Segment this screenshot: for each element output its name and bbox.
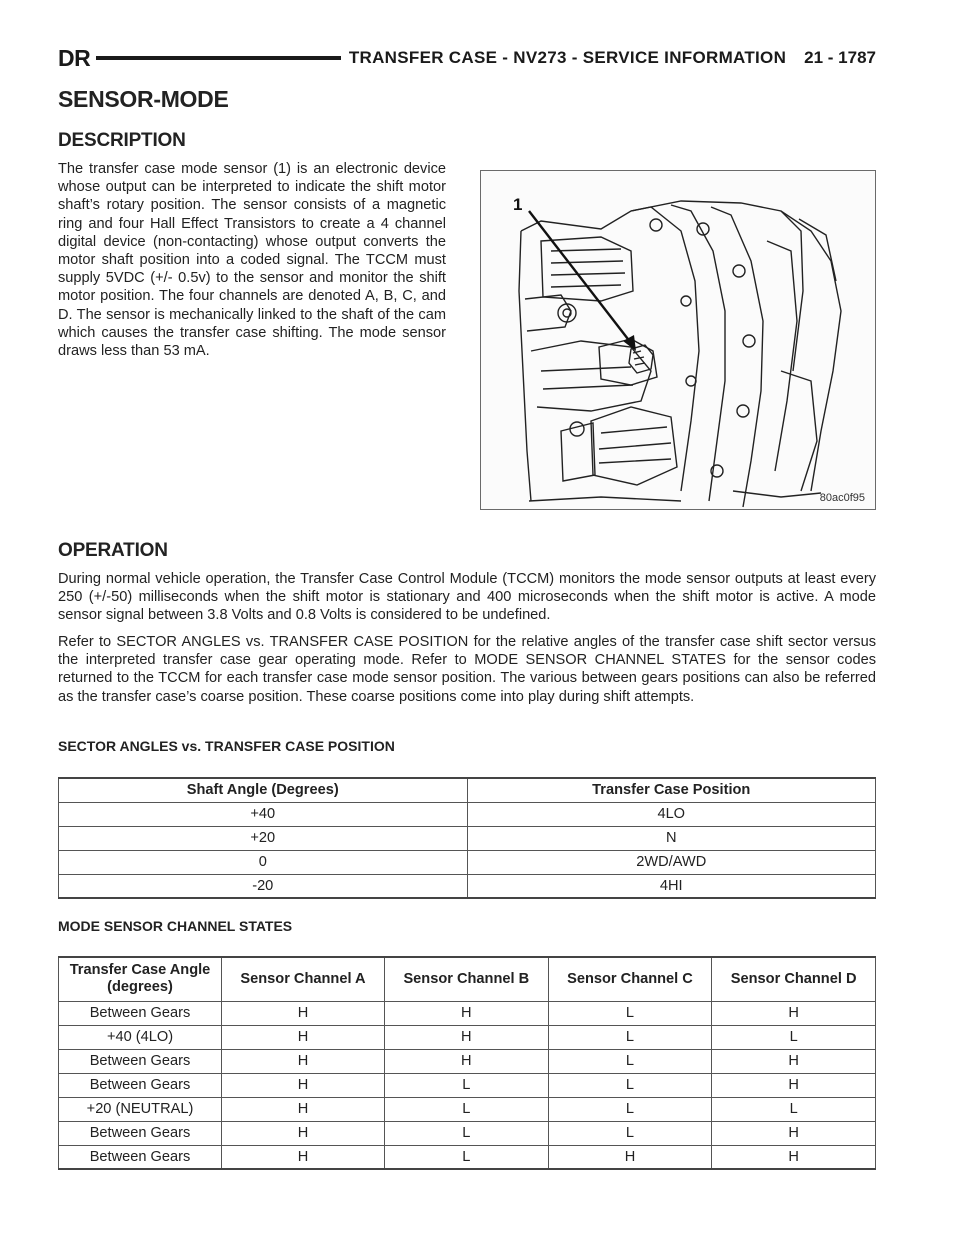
operation-paragraph-1: During normal vehicle operation, the Transfer Case Control Module (TCCM) monitors the mode sensor outputs at least every 250 (+/-50) milliseconds when the shift motor is stationary and 400 microseconds when the shift motor is active. A mode sensor signal between 3.8 Volts and 0.8 Volts is considered to be undefined. — [58, 571, 876, 624]
section-title: SENSOR-MODE — [58, 86, 229, 112]
header-title: TRANSFER CASE - NV273 - SERVICE INFORMATION — [348, 48, 787, 67]
table-row — [59, 1049, 876, 1073]
table-header-cell: Transfer Case Angle (degrees) — [59, 957, 222, 1001]
table-cell: L — [548, 1001, 712, 1025]
description-text: The transfer case mode sensor (1) is an electronic device whose output can be interpreted to indicate the shift motor shaft’s rotary position. The sensor consists of a magnetic ring and four Hall Effect Transistors to create a 4 channel digital device (non-contacting) whose output converts the motor shaft position into a coded signal. The TCCM must supply 5VDC (+/- 0.5v) to the sensor and monitor the shift motor position. The four channels are denoted A, B, C, and D. The sensor is mechanically linked to the shaft of the cam which causes the transfer case shifting. The mode sensor draws less than 53 mA. — [58, 161, 446, 360]
table-row — [59, 850, 876, 874]
table-cell: L — [712, 1097, 876, 1121]
table-cell: L — [548, 1097, 712, 1121]
table-cell: H — [222, 1097, 385, 1121]
table-cell: +40 (4LO) — [59, 1025, 222, 1049]
table-cell: Between Gears — [59, 1049, 222, 1073]
table-header-row — [59, 778, 876, 802]
description-heading: DESCRIPTION — [58, 130, 186, 151]
header-page-number: 21 - 1787 — [804, 48, 876, 67]
table-cell: L — [384, 1121, 548, 1145]
table-cell: H — [712, 1145, 876, 1169]
table-cell: 2WD/AWD — [467, 850, 876, 874]
table-cell: L — [548, 1025, 712, 1049]
table-cell: H — [222, 1145, 385, 1169]
table-cell: H — [222, 1049, 385, 1073]
table-cell: L — [712, 1025, 876, 1049]
figure-code: 80ac0f95 — [819, 492, 865, 504]
table-cell: H — [384, 1001, 548, 1025]
table-cell: H — [712, 1049, 876, 1073]
figure-callout-number: 1 — [513, 195, 523, 214]
table-cell: Between Gears — [59, 1073, 222, 1097]
table-row — [59, 802, 876, 826]
table1-title: SECTOR ANGLES vs. TRANSFER CASE POSITION — [58, 738, 395, 754]
table-row — [59, 1025, 876, 1049]
table-cell: L — [384, 1145, 548, 1169]
table-row — [59, 1121, 876, 1145]
table-row — [59, 1001, 876, 1025]
header-model-code: DR — [58, 44, 91, 71]
table-row — [59, 874, 876, 898]
table-cell: H — [384, 1025, 548, 1049]
table-row — [59, 1073, 876, 1097]
table-cell: L — [548, 1121, 712, 1145]
table-cell: H — [548, 1145, 712, 1169]
table-cell: Between Gears — [59, 1145, 222, 1169]
table-cell: 4LO — [467, 802, 876, 826]
table-cell: L — [548, 1073, 712, 1097]
table-row — [59, 826, 876, 850]
table-cell: 0 — [59, 850, 468, 874]
table-cell: H — [222, 1001, 385, 1025]
table-cell: +40 — [59, 802, 468, 826]
table-cell: +20 — [59, 826, 468, 850]
mode-sensor-channel-states-table — [58, 956, 876, 1170]
table-header-cell: Sensor Channel B — [384, 957, 548, 1001]
table-cell: L — [548, 1049, 712, 1073]
header-rule — [96, 56, 341, 60]
table-cell: N — [467, 826, 876, 850]
sector-angles-table — [58, 777, 876, 899]
page-header — [58, 44, 876, 72]
table-cell: -20 — [59, 874, 468, 898]
table-cell: Between Gears — [59, 1121, 222, 1145]
table-cell: +20 (NEUTRAL) — [59, 1097, 222, 1121]
table-header-cell: Shaft Angle (Degrees) — [59, 778, 468, 802]
table-cell: H — [222, 1073, 385, 1097]
table-cell: H — [712, 1121, 876, 1145]
operation-paragraph-2: Refer to SECTOR ANGLES vs. TRANSFER CASE POSITION for the relative angles of the transfer case shift sector versus the interpreted transfer case gear operating mode. Refer to MODE SENSOR CHANNEL STATES for the sensor codes returned to the TCCM for each transfer case mode sensor position. The various between gears positions can also be referred as the transfer case’s coarse position. These coarse positions come into play during shift attempts. — [58, 634, 876, 705]
mode-sensor-figure — [480, 170, 876, 510]
table-cell: L — [384, 1097, 548, 1121]
table-row — [59, 1097, 876, 1121]
table-cell: L — [384, 1073, 548, 1097]
table-cell: 4HI — [467, 874, 876, 898]
table-cell: H — [222, 1025, 385, 1049]
table-cell: H — [222, 1121, 385, 1145]
table-row — [59, 1145, 876, 1169]
table-cell: H — [712, 1001, 876, 1025]
table-header-cell: Sensor Channel C — [548, 957, 712, 1001]
operation-heading: OPERATION — [58, 540, 168, 561]
table-cell: Between Gears — [59, 1001, 222, 1025]
table-header-cell: Sensor Channel D — [712, 957, 876, 1001]
table-cell: H — [384, 1049, 548, 1073]
table-header-row — [59, 957, 876, 1001]
table-cell: H — [712, 1073, 876, 1097]
table-header-cell: Transfer Case Position — [467, 778, 876, 802]
table-header-cell: Sensor Channel A — [222, 957, 385, 1001]
transfer-case-illustration — [481, 171, 876, 510]
table2-title: MODE SENSOR CHANNEL STATES — [58, 918, 293, 934]
